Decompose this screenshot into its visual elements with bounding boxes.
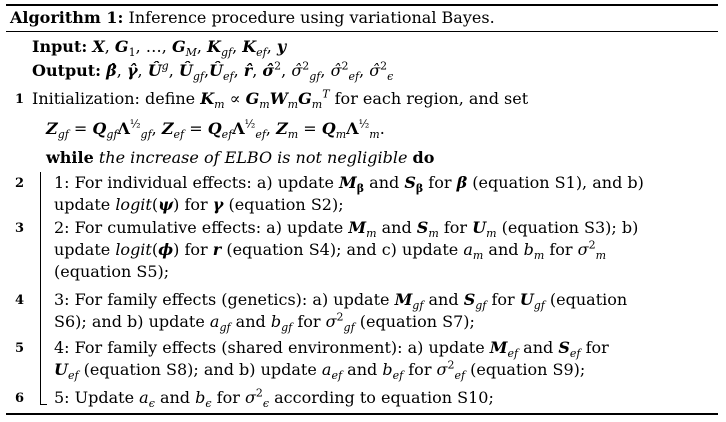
line-number-6: 6 <box>14 391 24 406</box>
while-condition: the increase of ELBO is not negligible <box>98 148 408 167</box>
output-values: β̂, γ̂, $Û^g$, $Û_{gf},Û_{ef}$, r̂, σ̂$^2$, σ̂$^2_{gf}$, σ̂$^2_{ef}$, σ̂$^2_\epsilon$ <box>106 59 394 84</box>
algorithm-caption <box>10 7 495 29</box>
output-keyword: Output: <box>32 61 102 80</box>
line-number-4: 4 <box>14 293 24 308</box>
while-keyword: while <box>46 148 94 167</box>
bottom-rule <box>6 413 718 415</box>
loop-bracket-foot <box>40 404 47 405</box>
algorithm-box <box>6 4 718 416</box>
caption-text: Inference procedure using variational Bayes. <box>128 8 495 27</box>
step-3-line-a: 2: For cumulative effects: a) update $M_m$ and $S_m$ for $U_m$ (equation S3); b) <box>54 218 639 241</box>
input-line <box>32 36 286 58</box>
step-3-line-c: (equation S5); <box>54 262 170 281</box>
step-2-line-b: update logit(ψ) for γ (equation S2); <box>54 195 344 214</box>
step-6-line: 5: Update $a_\epsilon$ and $b_\epsilon$ for $\sigma^2_\epsilon$ according to equation S10; <box>54 386 494 411</box>
step-3-line-b: update logit(ϕ) for r (equation S4); and c) update $a_m$ and $b_m$ for $\sigma^2_m$ <box>54 238 606 263</box>
step-1-line-a: Initialization: define $K_m \propto G_mW_mG_m^T$ for each region, and set <box>32 87 529 112</box>
do-keyword: do <box>412 148 435 167</box>
step-4-line-a: 3: For family effects (genetics): a) update $M_{gf}$ and $S_{gf}$ for $U_{gf}$ (equation <box>54 290 628 313</box>
line-number-1: 1 <box>14 92 24 107</box>
input-keyword: Input: <box>32 37 88 56</box>
caption-label: Algorithm 1: <box>10 8 124 27</box>
step-2-line-a: 1: For individual effects: a) update $M_\beta$ and $S_\beta$ for β (equation S1), and b) <box>54 173 644 196</box>
step-4-line-b: S6); and b) update $a_{gf}$ and $b_{gf}$ for $\sigma^2_{gf}$ (equation S7); <box>54 310 475 335</box>
step-1-line-b: $Z_{gf} = Q_{gf}\Lambda^{\frac{1}{2}}_{gf}$, $Z_{ef} = Q_{ef}\Lambda^{\frac{1}{2}}_{ef}$, $Z_m = Q_m\Lambda^{\frac{1}{2}}_m$. <box>46 117 385 142</box>
input-values: X, $G_1$, …, $G_M$, $K_{gf}$, $K_{ef}$, y <box>92 37 287 60</box>
step-5-line-b: $U_{ef}$ (equation S8); and b) update $a_{ef}$ and $b_{ef}$ for $\sigma^2_{ef}$ (equation S9); <box>54 358 586 383</box>
line-number-3: 3 <box>14 221 24 236</box>
line-number-2: 2 <box>14 176 24 191</box>
top-rule <box>6 4 718 6</box>
while-line <box>46 147 434 169</box>
line-number-5: 5 <box>14 341 24 356</box>
caption-rule <box>6 31 718 32</box>
step-5-line-a: 4: For family effects (shared environment): a) update $M_{ef}$ and $S_{ef}$ for <box>54 338 609 361</box>
loop-bracket <box>40 172 41 404</box>
output-line <box>32 60 393 82</box>
